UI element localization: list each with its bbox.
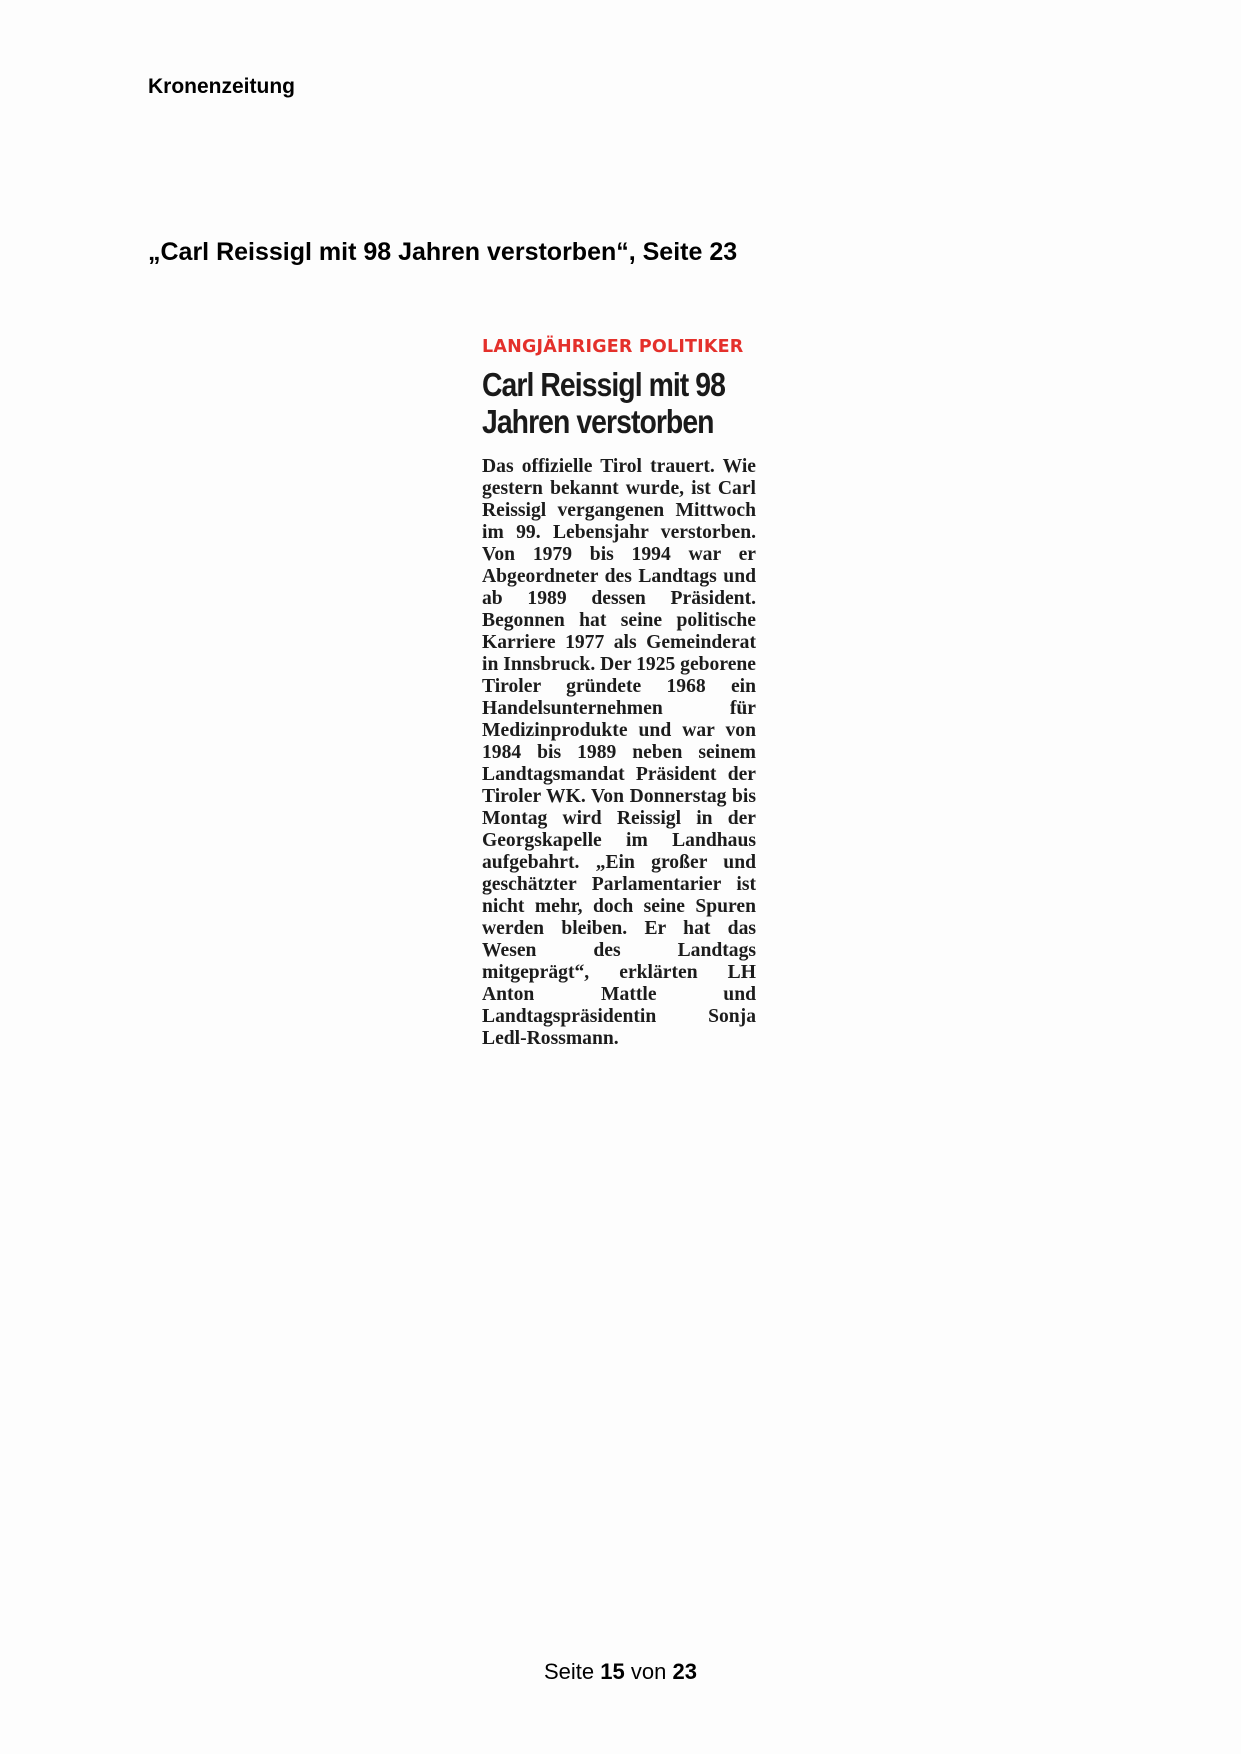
page-total: 23 <box>672 1659 697 1684</box>
page-current: 15 <box>600 1659 625 1684</box>
page-separator: von <box>630 1659 667 1684</box>
article-body: Das offizielle Tirol trauert. Wie gestern bekannt wurde, ist Carl Reissigl vergangenen Mittwoch im 99. Lebensjahr verstorben. Von 1979 bis 1994 war er Abgeordneter des Landtags und ab 1989 dessen Präsident. Begonnen hat seine politische Karriere 1977 als Gemeinderat in Innsbruck. Der 1925 geborene Tiroler gründete 1968 ein Handelsunternehmen für Medizinprodukte und war von 1984 bis 1989 neben seinem Landtagsmandat Präsident der Tiroler WK. Von Donnerstag bis Montag wird Reissigl in der Georgskapelle im Landhaus aufgebahrt. „Ein großer und geschätzter Parlamentarier ist nicht mehr, doch seine Spuren werden bleiben. Er hat das Wesen des Landtags mitgeprägt“, erklärten LH Anton Mattle und Landtagspräsidentin Sonja Ledl-Rossmann. <box>482 456 756 1049</box>
page-prefix: Seite <box>544 1659 595 1684</box>
document-title: „Carl Reissigl mit 98 Jahren verstorben“, Seite 23 <box>148 238 738 266</box>
article-kicker: LANGJÄHRIGER POLITIKER <box>482 337 744 357</box>
article-clipping <box>482 336 756 1050</box>
article-headline: Carl Reissigl mit 98 Jahren verstorben <box>482 366 725 440</box>
page-footer <box>0 1658 1241 1686</box>
publication-name: Kronenzeitung <box>148 75 295 98</box>
